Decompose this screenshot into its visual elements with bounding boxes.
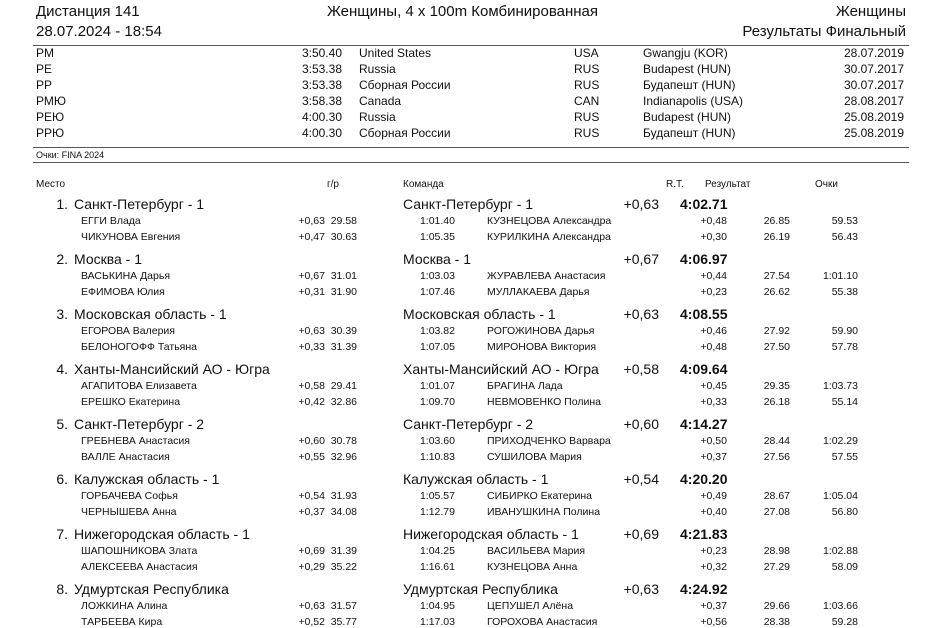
swimmer-name-2: КУЗНЕЦОВА Анна <box>487 561 578 573</box>
record-date: 30.07.2017 <box>843 62 904 76</box>
points-value: 55.14 <box>831 396 858 408</box>
swimmer-reaction-time-2: +0,48 <box>700 215 727 227</box>
cumulative-time: 1:07.46 <box>419 286 455 298</box>
leg-time: 27.29 <box>763 561 790 573</box>
swimmer-name: АЛЕКСЕЕВА Анастасия <box>81 561 198 573</box>
split-time: 32.86 <box>330 396 357 408</box>
points-value: 59.53 <box>831 215 858 227</box>
leg-time: 27.92 <box>763 325 790 337</box>
record-code: PP <box>36 78 53 92</box>
swimmer-reaction-time-2: +0,49 <box>700 490 727 502</box>
col-rt: R.T. <box>666 179 684 190</box>
col-team: Команда <box>403 179 444 190</box>
swimmer-name: ШАПОШНИКОВА Злата <box>81 545 198 557</box>
swimmer-reaction-time-2: +0,37 <box>700 600 727 612</box>
col-result: Результат <box>705 179 751 190</box>
team-name-repeat: Нижегородская область - 1 <box>403 526 579 542</box>
leg-time: 28.67 <box>763 490 790 502</box>
split-time: 32.96 <box>330 451 357 463</box>
record-nation: RUS <box>574 126 600 140</box>
points-value: 1:01.10 <box>822 270 858 282</box>
points-value: 58.09 <box>831 561 858 573</box>
swimmer-name-2: ГОРОХОВА Анастасия <box>487 616 598 628</box>
swimmer-reaction-time-2: +0,45 <box>700 380 727 392</box>
cumulative-time: 1:05.57 <box>419 490 455 502</box>
cumulative-time: 1:04.25 <box>419 545 455 557</box>
record-place: Indianapolis (USA) <box>643 94 744 108</box>
stage-label: Результаты Финальный <box>742 23 906 40</box>
record-place: Будапешт (HUN) <box>643 78 736 92</box>
record-holder: Russia <box>359 110 396 124</box>
record-nation: RUS <box>574 62 600 76</box>
swimmer-reaction-time-2: +0,56 <box>700 616 727 628</box>
swimmer-reaction-time-2: +0,48 <box>700 341 727 353</box>
team-reaction-time: +0,63 <box>623 306 659 322</box>
swimmer-reaction-time: +0,47 <box>298 231 325 243</box>
gender-label: Женщины <box>835 3 906 20</box>
swimmer-reaction-time: +0,69 <box>298 545 325 557</box>
record-date: 25.08.2019 <box>843 126 904 140</box>
record-place: Budapest (HUN) <box>643 110 732 124</box>
points-value: 59.28 <box>831 616 858 628</box>
record-holder: Сборная России <box>359 126 451 140</box>
swimmer-reaction-time-2: +0,37 <box>700 451 727 463</box>
points-divider <box>33 162 909 163</box>
cumulative-time: 1:03.03 <box>419 270 455 282</box>
swimmer-name-2: КУРИЛКИНА Александра <box>487 231 611 243</box>
team-result-time: 4:09.64 <box>680 361 728 377</box>
points-value: 1:05.04 <box>822 490 858 502</box>
team-reaction-time: +0,63 <box>623 581 659 597</box>
swimmer-reaction-time: +0,29 <box>298 561 325 573</box>
leg-time: 27.54 <box>763 270 790 282</box>
team-rank: 8. <box>56 581 68 597</box>
cumulative-time: 1:01.40 <box>419 215 455 227</box>
record-nation: RUS <box>574 110 600 124</box>
cumulative-time: 1:09.70 <box>419 396 455 408</box>
team-result-time: 4:08.55 <box>680 306 728 322</box>
record-holder: United States <box>359 46 432 60</box>
team-rank: 1. <box>56 196 68 212</box>
swimmer-name-2: МУЛЛАКАЕВА Дарья <box>487 286 590 298</box>
record-code: РРЮ <box>36 126 65 140</box>
swimmer-name-2: ПРИХОДЧЕНКО Варвара <box>487 435 611 447</box>
team-rank: 7. <box>56 526 68 542</box>
record-date: 28.08.2017 <box>843 94 904 108</box>
leg-time: 27.08 <box>763 506 790 518</box>
swimmer-name: ЕГГИ Влада <box>81 215 141 227</box>
split-time: 29.58 <box>330 215 357 227</box>
leg-time: 29.66 <box>763 600 790 612</box>
swimmer-name: ГОРБАЧЕВА Софья <box>81 490 178 502</box>
col-birth: г/р <box>327 179 339 190</box>
swimmer-reaction-time-2: +0,33 <box>700 396 727 408</box>
swimmer-name-2: ВАСИЛЬЕВА Мария <box>487 545 586 557</box>
team-rank: 4. <box>56 361 68 377</box>
swimmer-name-2: СУШИЛОВА Мария <box>487 451 582 463</box>
leg-time: 28.98 <box>763 545 790 557</box>
record-code: PM <box>36 46 54 60</box>
cumulative-time: 1:17.03 <box>419 616 455 628</box>
swimmer-name: ЕРЕШКО Екатерина <box>81 396 181 408</box>
team-result-time: 4:14.27 <box>680 416 728 432</box>
split-time: 34.08 <box>330 506 357 518</box>
split-time: 35.77 <box>330 616 357 628</box>
team-reaction-time: +0,54 <box>623 471 659 487</box>
team-name-repeat: Ханты-Мансийский АО - Югра <box>403 361 599 377</box>
swimmer-reaction-time: +0,33 <box>298 341 325 353</box>
swimmer-reaction-time: +0,55 <box>298 451 325 463</box>
team-rank: 3. <box>56 306 68 322</box>
record-place: Будапешт (HUN) <box>643 126 736 140</box>
team-name: Нижегородская область - 1 <box>74 526 250 542</box>
team-reaction-time: +0,58 <box>623 361 659 377</box>
swimmer-name-2: НЕВМОВЕНКО Полина <box>487 396 601 408</box>
swimmer-name-2: БРАГИНА Лада <box>487 380 563 392</box>
swimmer-reaction-time: +0,63 <box>298 325 325 337</box>
swimmer-name: ГРЕБНЕВА Анастасия <box>81 435 190 447</box>
swimmer-reaction-time-2: +0,50 <box>700 435 727 447</box>
leg-time: 28.44 <box>763 435 790 447</box>
swimmer-name-2: ЦЕПУШЕЛ Алёна <box>487 600 574 612</box>
record-time: 4:00.30 <box>301 126 342 140</box>
col-points: Очки <box>815 179 838 190</box>
split-time: 31.90 <box>330 286 357 298</box>
swimmer-reaction-time: +0,63 <box>298 600 325 612</box>
record-nation: CAN <box>574 94 600 108</box>
split-time: 30.63 <box>330 231 357 243</box>
record-time: 3:58.38 <box>301 94 342 108</box>
records-divider <box>33 147 909 148</box>
col-place: Место <box>36 179 66 190</box>
swimmer-reaction-time: +0,37 <box>298 506 325 518</box>
record-time: 3:53.38 <box>301 62 342 76</box>
record-holder: Сборная России <box>359 78 451 92</box>
swimmer-reaction-time-2: +0,23 <box>700 545 727 557</box>
cumulative-time: 1:03.82 <box>419 325 455 337</box>
swimmer-name-2: СИБИРКО Екатерина <box>487 490 592 502</box>
split-time: 30.39 <box>330 325 357 337</box>
team-rank: 5. <box>56 416 68 432</box>
swimmer-name: ВАЛЛЕ Анастасия <box>81 451 170 463</box>
split-time: 35.22 <box>330 561 357 573</box>
points-value: 55.38 <box>831 286 858 298</box>
swimmer-name: БЕЛОНОГОФФ Татьяна <box>81 341 198 353</box>
points-value: 1:02.88 <box>822 545 858 557</box>
team-name: Московская область - 1 <box>74 306 227 322</box>
team-name-repeat: Москва - 1 <box>403 251 472 267</box>
split-time: 31.39 <box>330 341 357 353</box>
team-reaction-time: +0,67 <box>623 251 659 267</box>
team-reaction-time: +0,63 <box>623 196 659 212</box>
swimmer-name: ЕГОРОВА Валерия <box>81 325 175 337</box>
team-name: Санкт-Петербург - 2 <box>74 416 205 432</box>
record-holder: Canada <box>359 94 402 108</box>
swimmer-reaction-time: +0,42 <box>298 396 325 408</box>
cumulative-time: 1:03.60 <box>419 435 455 447</box>
points-value: 57.78 <box>831 341 858 353</box>
points-value: 56.80 <box>831 506 858 518</box>
swimmer-name-2: МИРОНОВА Виктория <box>487 341 597 353</box>
leg-time: 27.50 <box>763 341 790 353</box>
points-value: 56.43 <box>831 231 858 243</box>
swimmer-name: ТАРБЕЕВА Кира <box>81 616 163 628</box>
split-time: 31.01 <box>330 270 357 282</box>
swimmer-reaction-time: +0,31 <box>298 286 325 298</box>
record-time: 3:50.40 <box>301 46 342 60</box>
leg-time: 26.85 <box>763 215 790 227</box>
swimmer-reaction-time-2: +0,23 <box>700 286 727 298</box>
points-value: 1:02.29 <box>822 435 858 447</box>
swimmer-reaction-time-2: +0,44 <box>700 270 727 282</box>
swimmer-reaction-time-2: +0,46 <box>700 325 727 337</box>
cumulative-time: 1:01.07 <box>419 380 455 392</box>
split-time: 31.57 <box>330 600 357 612</box>
team-result-time: 4:06.97 <box>680 251 728 267</box>
date-time: 28.07.2024 - 18:54 <box>36 23 162 40</box>
record-code: РЕЮ <box>36 110 65 124</box>
swimmer-reaction-time-2: +0,32 <box>700 561 727 573</box>
leg-time: 28.38 <box>763 616 790 628</box>
split-time: 31.93 <box>330 490 357 502</box>
record-place: Budapest (HUN) <box>643 62 732 76</box>
team-name-repeat: Санкт-Петербург - 2 <box>403 416 534 432</box>
leg-time: 26.62 <box>763 286 790 298</box>
leg-time: 29.35 <box>763 380 790 392</box>
record-place: Gwangju (KOR) <box>643 46 728 60</box>
team-name-repeat: Санкт-Петербург - 1 <box>403 196 534 212</box>
event-title: Женщины, 4 x 100m Комбинированная <box>327 3 598 20</box>
record-time: 4:00.30 <box>301 110 342 124</box>
swimmer-reaction-time: +0,63 <box>298 215 325 227</box>
team-name-repeat: Удмуртская Республика <box>403 581 558 597</box>
swimmer-name-2: КУЗНЕЦОВА Александра <box>487 215 612 227</box>
record-date: 30.07.2017 <box>843 78 904 92</box>
swimmer-name-2: ИВАНУШКИНА Полина <box>487 506 601 518</box>
team-reaction-time: +0,60 <box>623 416 659 432</box>
swimmer-reaction-time: +0,60 <box>298 435 325 447</box>
points-value: 59.90 <box>831 325 858 337</box>
record-nation: USA <box>574 46 599 60</box>
team-result-time: 4:02.71 <box>680 196 728 212</box>
team-name: Санкт-Петербург - 1 <box>74 196 205 212</box>
cumulative-time: 1:04.95 <box>419 600 455 612</box>
swimmer-name: ЧЕРНЫШЕВА Анна <box>81 506 177 518</box>
swimmer-name-2: ЖУРАВЛЕВА Анастасия <box>487 270 606 282</box>
swimmer-name: АГАПИТОВА Елизавета <box>81 380 197 392</box>
record-date: 25.08.2019 <box>843 110 904 124</box>
team-result-time: 4:21.83 <box>680 526 728 542</box>
swimmer-reaction-time: +0,58 <box>298 380 325 392</box>
distance-title: Дистанция 141 <box>36 3 140 20</box>
cumulative-time: 1:07.05 <box>419 341 455 353</box>
split-time: 31.39 <box>330 545 357 557</box>
leg-time: 26.19 <box>763 231 790 243</box>
team-result-time: 4:20.20 <box>680 471 728 487</box>
split-time: 30.78 <box>330 435 357 447</box>
swimmer-reaction-time-2: +0,40 <box>700 506 727 518</box>
swimmer-name: ВАСЬКИНА Дарья <box>81 270 171 282</box>
team-result-time: 4:24.92 <box>680 581 728 597</box>
points-note: Очки: FINA 2024 <box>36 150 105 160</box>
team-rank: 2. <box>56 251 68 267</box>
record-date: 28.07.2019 <box>843 46 904 60</box>
swimmer-reaction-time: +0,54 <box>298 490 325 502</box>
team-name-repeat: Московская область - 1 <box>403 306 556 322</box>
team-name: Удмуртская Республика <box>74 581 229 597</box>
cumulative-time: 1:16.61 <box>419 561 455 573</box>
swimmer-reaction-time: +0,67 <box>298 270 325 282</box>
split-time: 29.41 <box>330 380 357 392</box>
cumulative-time: 1:10.83 <box>419 451 455 463</box>
swimmer-name-2: РОГОЖИНОВА Дарья <box>487 325 595 337</box>
record-holder: Russia <box>359 62 396 76</box>
cumulative-time: 1:05.35 <box>419 231 455 243</box>
swimmer-reaction-time-2: +0,30 <box>700 231 727 243</box>
team-name: Ханты-Мансийский АО - Югра <box>74 361 270 377</box>
record-time: 3:53.38 <box>301 78 342 92</box>
swimmer-name: ЧИКУНОВА Евгения <box>81 231 181 243</box>
swimmer-name: ЛОЖКИНА Алина <box>81 600 168 612</box>
swimmer-name: ЕФИМОВА Юлия <box>81 286 165 298</box>
team-name: Калужская область - 1 <box>74 471 220 487</box>
record-code: PE <box>36 62 53 76</box>
points-value: 57.55 <box>831 451 858 463</box>
record-code: РМЮ <box>36 94 66 108</box>
record-nation: RUS <box>574 78 600 92</box>
points-value: 1:03.73 <box>822 380 858 392</box>
cumulative-time: 1:12.79 <box>419 506 455 518</box>
swimmer-reaction-time: +0,52 <box>298 616 325 628</box>
team-rank: 6. <box>56 471 68 487</box>
leg-time: 27.56 <box>763 451 790 463</box>
points-value: 1:03.66 <box>822 600 858 612</box>
team-name-repeat: Калужская область - 1 <box>403 471 549 487</box>
team-name: Москва - 1 <box>74 251 143 267</box>
team-reaction-time: +0,69 <box>623 526 659 542</box>
leg-time: 26.18 <box>763 396 790 408</box>
